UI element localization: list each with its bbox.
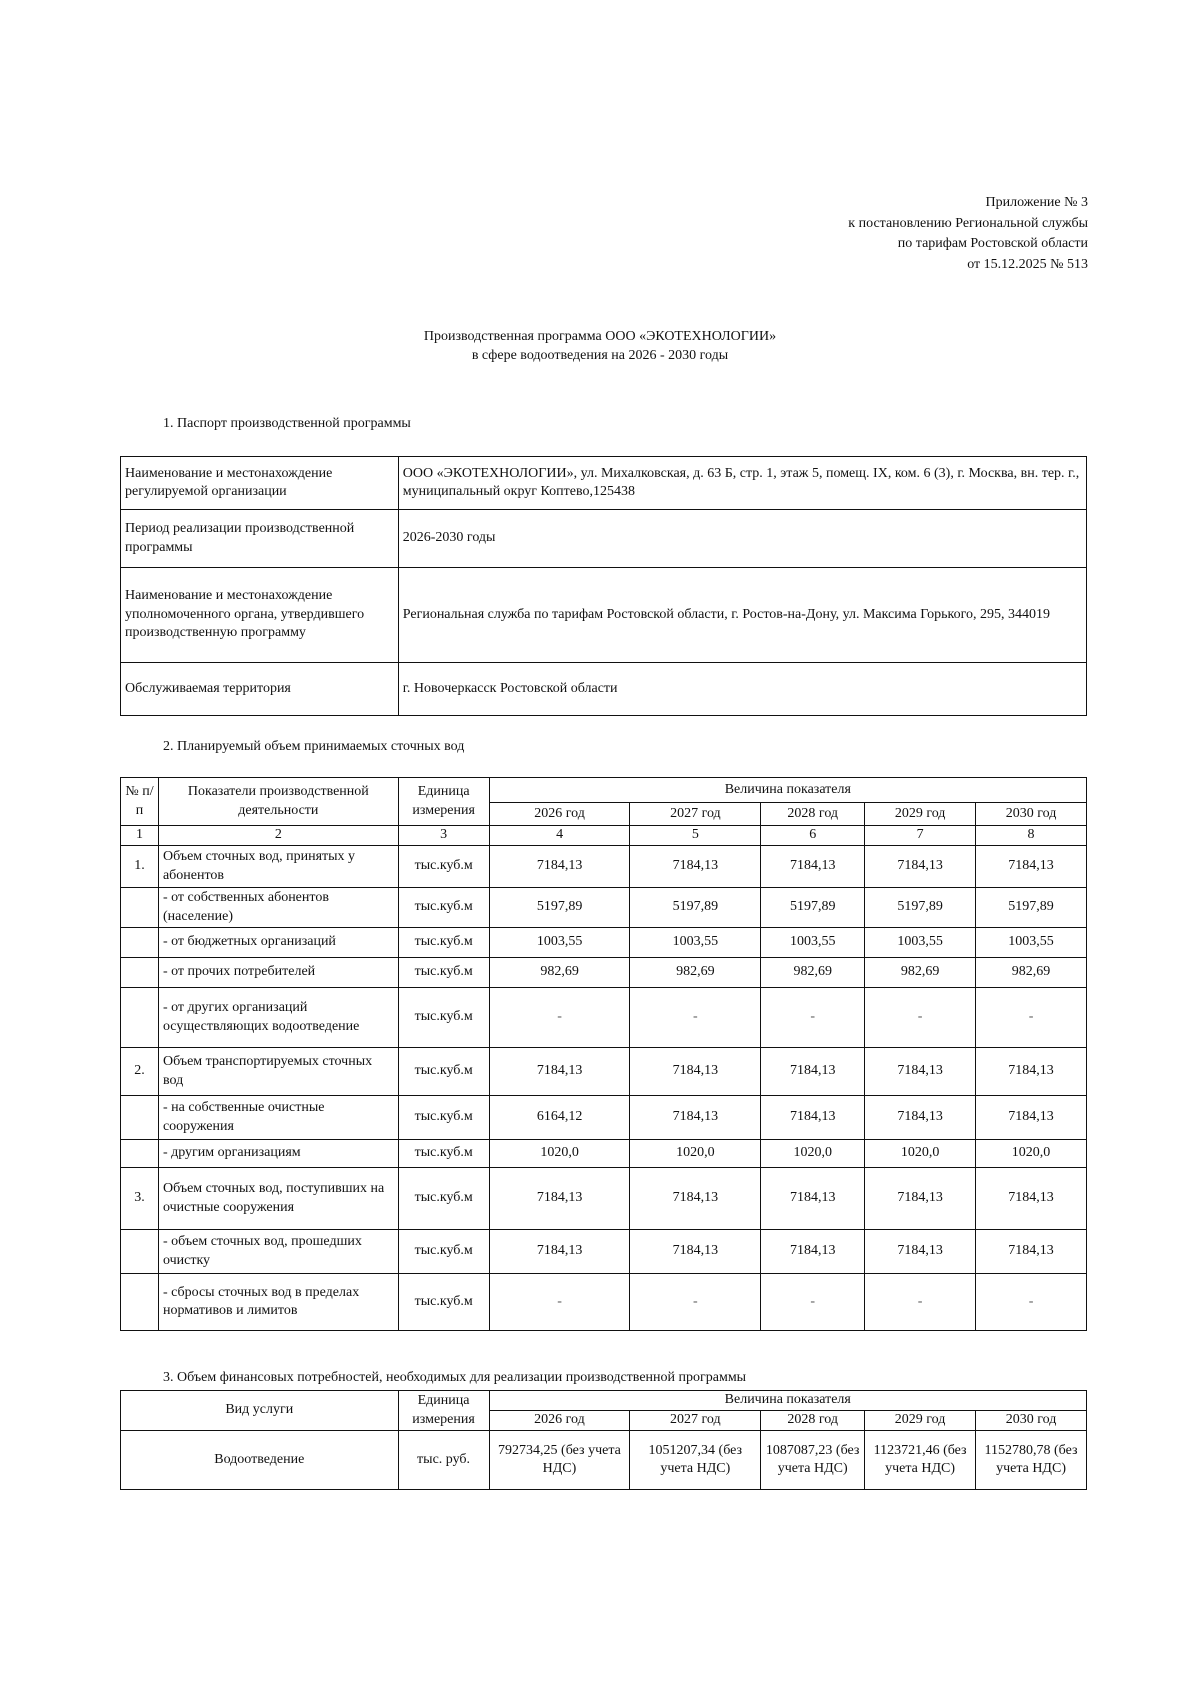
header-unit: Единица измерения — [398, 778, 489, 826]
row-indicator: - от бюджетных организаций — [158, 928, 398, 958]
passport-value: Региональная служба по тарифам Ростовской области, г. Ростов-на-Дону, ул. Максима Горького, 295, 344019 — [398, 568, 1086, 663]
row-value: 7184,13 — [761, 1230, 865, 1274]
service-name: Водоотведение — [121, 1431, 399, 1490]
row-num — [121, 1230, 159, 1274]
row-num — [121, 888, 159, 928]
header-year: 2026 год — [489, 803, 630, 826]
row-value: 7184,13 — [489, 1230, 630, 1274]
table-row — [121, 1048, 1087, 1096]
financial-value: 792734,25 (без учета НДС) — [489, 1431, 630, 1490]
row-value: 7184,13 — [761, 1048, 865, 1096]
row-value: 1003,55 — [976, 928, 1087, 958]
row-indicator: Объем сточных вод, принятых у абонентов — [158, 846, 398, 888]
section3-title: 3. Объем финансовых потребностей, необходимых для реализации производственной программы — [163, 1370, 747, 1385]
title-line-1: Производственная программа ООО «ЭКОТЕХНОЛОГИИ» — [423, 329, 777, 344]
appendix-number: Приложение № 3 — [985, 195, 1088, 210]
row-unit: тыс.куб.м — [398, 958, 489, 988]
row-value: 7184,13 — [489, 1048, 630, 1096]
row-value: 1003,55 — [489, 928, 630, 958]
row-value: - — [489, 988, 630, 1048]
service-unit: тыс. руб. — [398, 1431, 489, 1490]
header-year: 2030 год — [976, 1411, 1087, 1431]
row-value: 982,69 — [489, 958, 630, 988]
row-value: 7184,13 — [630, 846, 761, 888]
passport-label: Период реализации производственной программы — [121, 510, 399, 568]
row-value: - — [976, 988, 1087, 1048]
row-value: 7184,13 — [630, 1168, 761, 1230]
header-service: Вид услуги — [121, 1391, 399, 1431]
table-row — [121, 928, 1087, 958]
row-num: 3. — [121, 1168, 159, 1230]
passport-label: Наименование и местонахождение уполномоченного органа, утвердившего производственную программу — [121, 568, 399, 663]
table-row — [121, 1274, 1087, 1331]
table-row — [121, 1096, 1087, 1140]
row-value: 7184,13 — [865, 1168, 976, 1230]
row-value: 7184,13 — [630, 1230, 761, 1274]
row-value: - — [630, 988, 761, 1048]
row-unit: тыс.куб.м — [398, 1230, 489, 1274]
passport-row — [121, 510, 1087, 568]
row-value: 5197,89 — [489, 888, 630, 928]
table-row — [121, 846, 1087, 888]
header-year: 2026 год — [489, 1411, 630, 1431]
title-line-2: в сфере водоотведения на 2026 - 2030 годы — [471, 348, 729, 363]
row-value: 7184,13 — [865, 1048, 976, 1096]
row-value: 982,69 — [761, 958, 865, 988]
header-year: 2030 год — [976, 803, 1087, 826]
row-value: 1020,0 — [976, 1140, 1087, 1168]
financial-value: 1051207,34 (без учета НДС) — [630, 1431, 761, 1490]
row-value: 5197,89 — [976, 888, 1087, 928]
column-number: 7 — [865, 826, 976, 846]
table-row — [121, 1140, 1087, 1168]
row-value: 5197,89 — [630, 888, 761, 928]
appendix-line-2: к постановлению Региональной службы — [848, 215, 1088, 231]
passport-value: ООО «ЭКОТЕХНОЛОГИИ», ул. Михалковская, д. 63 Б, стр. 1, этаж 5, помещ. IX, ком. 6 (3), г. Москва, вн. тер. г., муниципальный округ Коптево,125438 — [398, 457, 1086, 510]
row-value: 1003,55 — [630, 928, 761, 958]
passport-label: Обслуживаемая территория — [121, 663, 399, 716]
row-value: 7184,13 — [761, 846, 865, 888]
appendix-date: от 15.12.2025 № 513 — [967, 256, 1088, 272]
row-value: 1020,0 — [489, 1140, 630, 1168]
row-value: 1020,0 — [630, 1140, 761, 1168]
table-row — [121, 1431, 1087, 1490]
row-indicator: - объем сточных вод, прошедших очистку — [158, 1230, 398, 1274]
row-unit: тыс.куб.м — [398, 888, 489, 928]
row-unit: тыс.куб.м — [398, 1048, 489, 1096]
column-number: 4 — [489, 826, 630, 846]
financial-value: 1152780,78 (без учета НДС) — [976, 1431, 1087, 1490]
row-value: 5197,89 — [865, 888, 976, 928]
row-value: 7184,13 — [489, 846, 630, 888]
row-indicator: - другим организациям — [158, 1140, 398, 1168]
table-row — [121, 1230, 1087, 1274]
row-value: 982,69 — [865, 958, 976, 988]
row-value: 7184,13 — [761, 1096, 865, 1140]
row-value: 982,69 — [630, 958, 761, 988]
document-title — [0, 327, 1200, 365]
header-year: 2028 год — [761, 1411, 865, 1431]
table-row — [121, 888, 1087, 928]
row-unit: тыс.куб.м — [398, 1168, 489, 1230]
row-unit: тыс.куб.м — [398, 1140, 489, 1168]
header-num: № п/п — [121, 778, 159, 826]
row-value: 1003,55 — [865, 928, 976, 958]
header-value-group: Величина показателя — [489, 778, 1086, 803]
row-value: 6164,12 — [489, 1096, 630, 1140]
row-value: 7184,13 — [865, 1230, 976, 1274]
row-value: - — [865, 988, 976, 1048]
row-value: 982,69 — [976, 958, 1087, 988]
header-unit: Единица измерения — [398, 1391, 489, 1431]
row-value: 5197,89 — [761, 888, 865, 928]
row-value: 7184,13 — [630, 1048, 761, 1096]
row-indicator: - от прочих потребителей — [158, 958, 398, 988]
header-value-group: Величина показателя — [489, 1391, 1086, 1411]
row-value: 7184,13 — [489, 1168, 630, 1230]
row-value: - — [761, 988, 865, 1048]
passport-value: 2026-2030 годы — [398, 510, 1086, 568]
row-value: - — [976, 1274, 1087, 1331]
row-value: 1020,0 — [761, 1140, 865, 1168]
row-value: 7184,13 — [976, 1230, 1087, 1274]
appendix-line-3: по тарифам Ростовской области — [897, 236, 1088, 252]
passport-row — [121, 663, 1087, 716]
section2-title: 2. Планируемый объем принимаемых сточных вод — [163, 739, 465, 754]
column-number: 2 — [158, 826, 398, 846]
row-num: 1. — [121, 846, 159, 888]
column-number-row — [121, 826, 1087, 846]
row-value: 7184,13 — [976, 1096, 1087, 1140]
row-value: - — [489, 1274, 630, 1331]
row-value: 1003,55 — [761, 928, 865, 958]
passport-label: Наименование и местонахождение регулируемой организации — [121, 457, 399, 510]
row-num — [121, 988, 159, 1048]
row-value: - — [761, 1274, 865, 1331]
row-indicator: - от собственных абонентов (население) — [158, 888, 398, 928]
row-num — [121, 928, 159, 958]
column-number: 1 — [121, 826, 159, 846]
header-year: 2027 год — [630, 803, 761, 826]
row-num — [121, 1140, 159, 1168]
row-value: 7184,13 — [865, 846, 976, 888]
header-year: 2029 год — [865, 1411, 976, 1431]
row-indicator: - на собственные очистные сооружения — [158, 1096, 398, 1140]
row-num — [121, 958, 159, 988]
row-indicator: - сбросы сточных вод в пределах нормативов и лимитов — [158, 1274, 398, 1331]
header-year: 2027 год — [630, 1411, 761, 1431]
passport-table — [120, 456, 1087, 716]
financial-value: 1087087,23 (без учета НДС) — [761, 1431, 865, 1490]
header-year: 2028 год — [761, 803, 865, 826]
wastewater-volume-table — [120, 777, 1087, 1331]
row-value: - — [865, 1274, 976, 1331]
row-value: 7184,13 — [630, 1096, 761, 1140]
row-value: 7184,13 — [761, 1168, 865, 1230]
table-row — [121, 958, 1087, 988]
column-number: 8 — [976, 826, 1087, 846]
section1-title: 1. Паспорт производственной программы — [163, 416, 411, 431]
row-value: 7184,13 — [976, 1168, 1087, 1230]
row-value: 7184,13 — [976, 1048, 1087, 1096]
header-year: 2029 год — [865, 803, 976, 826]
row-unit: тыс.куб.м — [398, 928, 489, 958]
row-unit: тыс.куб.м — [398, 1096, 489, 1140]
column-number: 5 — [630, 826, 761, 846]
column-number: 3 — [398, 826, 489, 846]
header-indicator: Показатели производственной деятельности — [158, 778, 398, 826]
passport-row — [121, 568, 1087, 663]
appendix-header — [848, 193, 1088, 275]
passport-row — [121, 457, 1087, 510]
column-number: 6 — [761, 826, 865, 846]
financial-needs-table — [120, 1390, 1087, 1490]
row-indicator: Объем сточных вод, поступивших на очистные сооружения — [158, 1168, 398, 1230]
row-unit: тыс.куб.м — [398, 846, 489, 888]
row-indicator: Объем транспортируемых сточных вод — [158, 1048, 398, 1096]
row-value: 1020,0 — [865, 1140, 976, 1168]
row-unit: тыс.куб.м — [398, 1274, 489, 1331]
row-indicator: - от других организаций осуществляющих водоотведение — [158, 988, 398, 1048]
row-unit: тыс.куб.м — [398, 988, 489, 1048]
passport-value: г. Новочеркасск Ростовской области — [398, 663, 1086, 716]
row-num — [121, 1274, 159, 1331]
row-value: 7184,13 — [865, 1096, 976, 1140]
table-row — [121, 988, 1087, 1048]
row-num — [121, 1096, 159, 1140]
financial-value: 1123721,46 (без учета НДС) — [865, 1431, 976, 1490]
row-value: 7184,13 — [976, 846, 1087, 888]
row-num: 2. — [121, 1048, 159, 1096]
row-value: - — [630, 1274, 761, 1331]
table-row — [121, 1168, 1087, 1230]
